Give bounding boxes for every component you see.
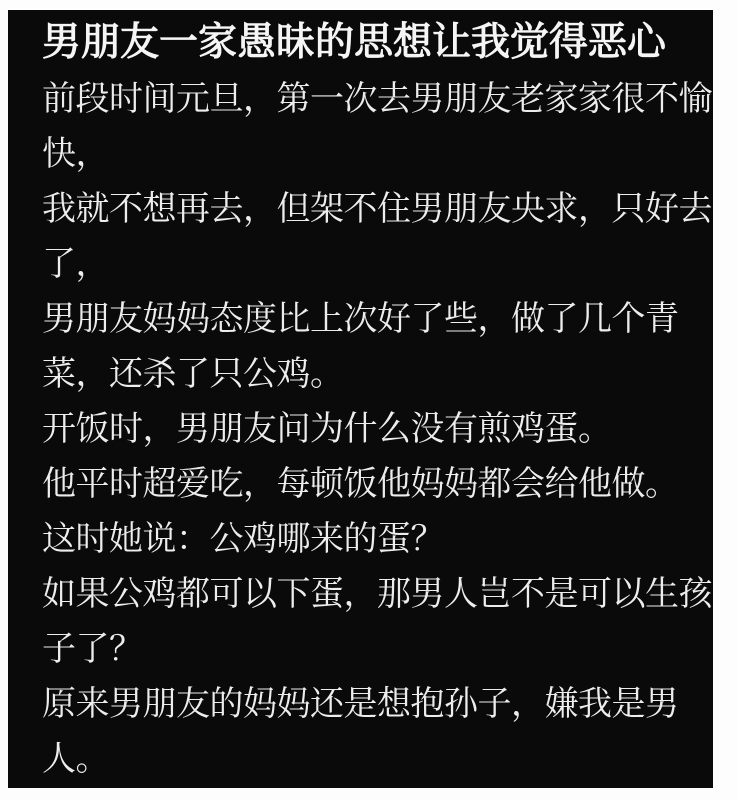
post-line: 快， — [42, 135, 109, 173]
post-line: 他平时超爱吃，每顿饭他妈妈都会给他做。 — [42, 465, 679, 503]
post-line: 我就不想再去，但架不住男朋友央求，只好去 — [42, 190, 712, 228]
post-line: 男朋友妈妈态度比上次好了些，做了几个青 — [42, 300, 679, 338]
post-line: 开饭时，男朋友问为什么没有煎鸡蛋。 — [42, 410, 612, 448]
post-title: 男朋友一家愚昧的思想让我觉得恶心 — [42, 21, 667, 64]
post-line: 子了？ — [42, 630, 143, 668]
post-line: 人。 — [42, 740, 109, 778]
post-line: 菜，还杀了只公鸡。 — [42, 355, 344, 393]
post-line: 原来男朋友的妈妈还是想抱孙子，嫌我是男 — [42, 685, 679, 723]
post-line: 这时她说：公鸡哪来的蛋？ — [42, 520, 444, 558]
post-line: 了， — [42, 245, 109, 283]
post-card — [8, 10, 713, 788]
post-line: 如果公鸡都可以下蛋，那男人岂不是可以生孩 — [42, 575, 712, 613]
post-line: 前段时间元旦，第一次去男朋友老家家很不愉 — [42, 80, 712, 118]
